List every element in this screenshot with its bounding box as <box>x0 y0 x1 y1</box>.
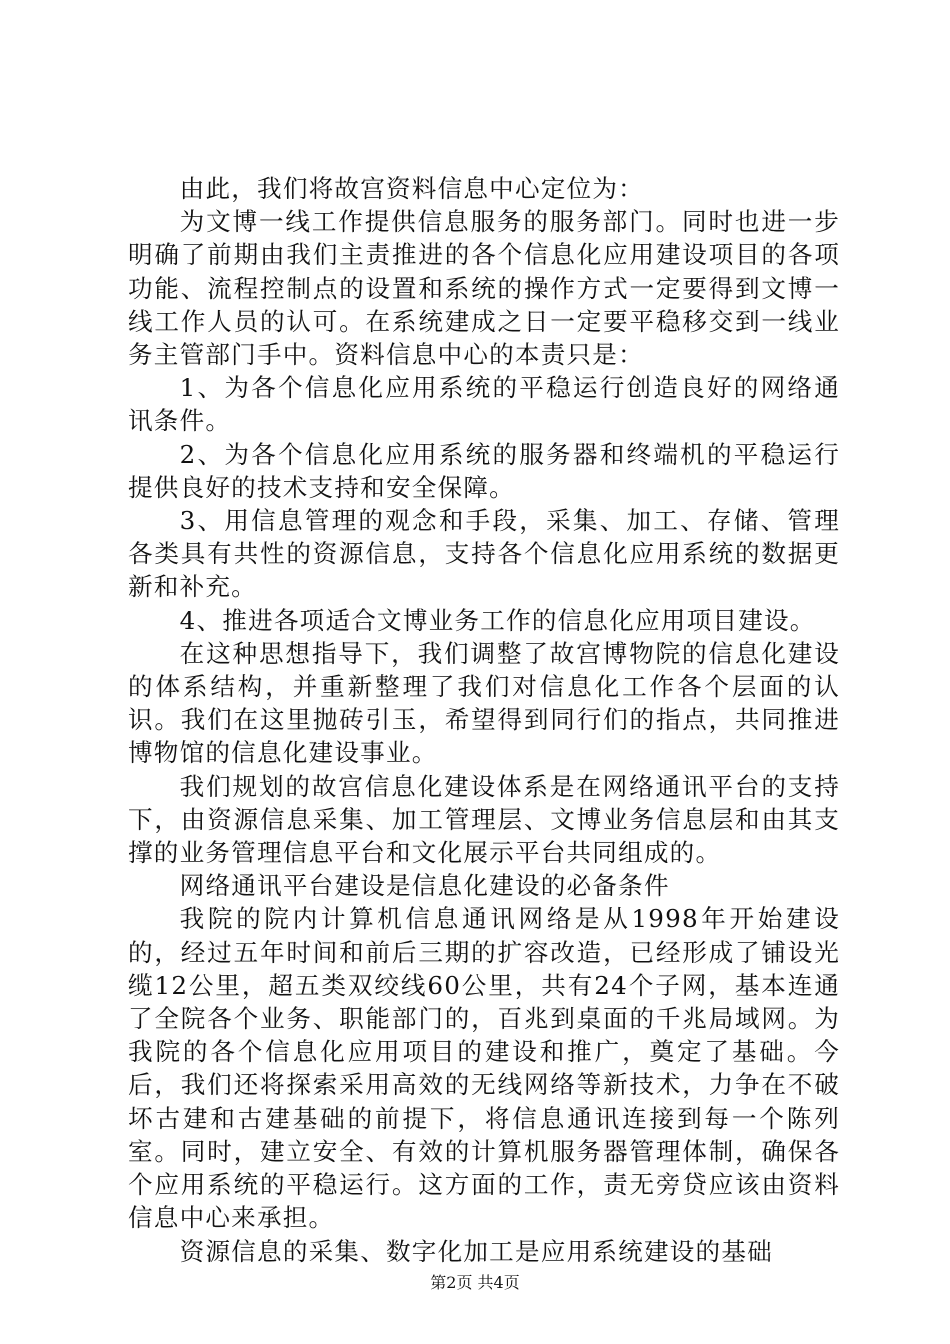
section-heading: 资源信息的采集、数字化加工是应用系统建设的基础 <box>179 1236 773 1266</box>
document-body <box>128 172 840 1268</box>
paragraph: 由此，我们将故宫资料信息中心定位为： <box>179 174 644 203</box>
paragraph: 我院的院内计算机信息通讯网络是从1998年开始建设的，经过五年时间和前后三期的扩容改造，已经形成了铺设光缆12公里，超五类双绞线60公里，共有24个子网，基本连通了全院各个业务、职能部门的，百兆到桌面的千兆局域网。为我院的各个信息化应用项目的建设和推广，奠定了基础。今后，我们还将探索采用高效的无线网络等新技术，力争在不破坏古建和古建基础的前提下，将信息通讯连接到每一个陈列室。同时，建立安全、有效的计算机服务器管理体制，确保各个应用系统的平稳运行。这方面的工作，责无旁贷应该由资料信息中心来承担。 <box>128 904 840 1233</box>
list-item: 1、为各个信息化应用系统的平稳运行创造良好的网络通讯条件。 <box>128 373 840 436</box>
section-heading: 网络通讯平台建设是信息化建设的必备条件 <box>179 871 670 901</box>
list-item: 3、用信息管理的观念和手段，采集、加工、存储、管理各类具有共性的资源信息，支持各个信息化应用系统的数据更新和补充。 <box>128 506 840 602</box>
paragraph: 为文博一线工作提供信息服务的服务部门。同时也进一步明确了前期由我们主责推进的各个信息化应用建设项目的各项功能、流程控制点的设置和系统的操作方式一定要得到文博一线工作人员的认可。在系统建成之日一定要平稳移交到一线业务主管部门手中。资料信息中心的本责只是： <box>128 207 840 370</box>
page-number-footer: 第2页 共4页 <box>430 1273 520 1292</box>
list-item: 2、为各个信息化应用系统的服务器和终端机的平稳运行提供良好的技术支持和安全保障。 <box>128 439 840 502</box>
paragraph: 在这种思想指导下，我们调整了故宫博物院的信息化建设的体系结构，并重新整理了我们对信息化工作各个层面的认识。我们在这里抛砖引玉，希望得到同行们的指点，共同推进博物馆的信息化建设事业。 <box>128 638 840 768</box>
list-item: 4、推进各项适合文博业务工作的信息化应用项目建设。 <box>179 605 816 635</box>
paragraph: 我们规划的故宫信息化建设体系是在网络通讯平台的支持下，由资源信息采集、加工管理层、文博业务信息层和由其支撑的业务管理信息平台和文化展示平台共同组成的。 <box>128 771 840 868</box>
